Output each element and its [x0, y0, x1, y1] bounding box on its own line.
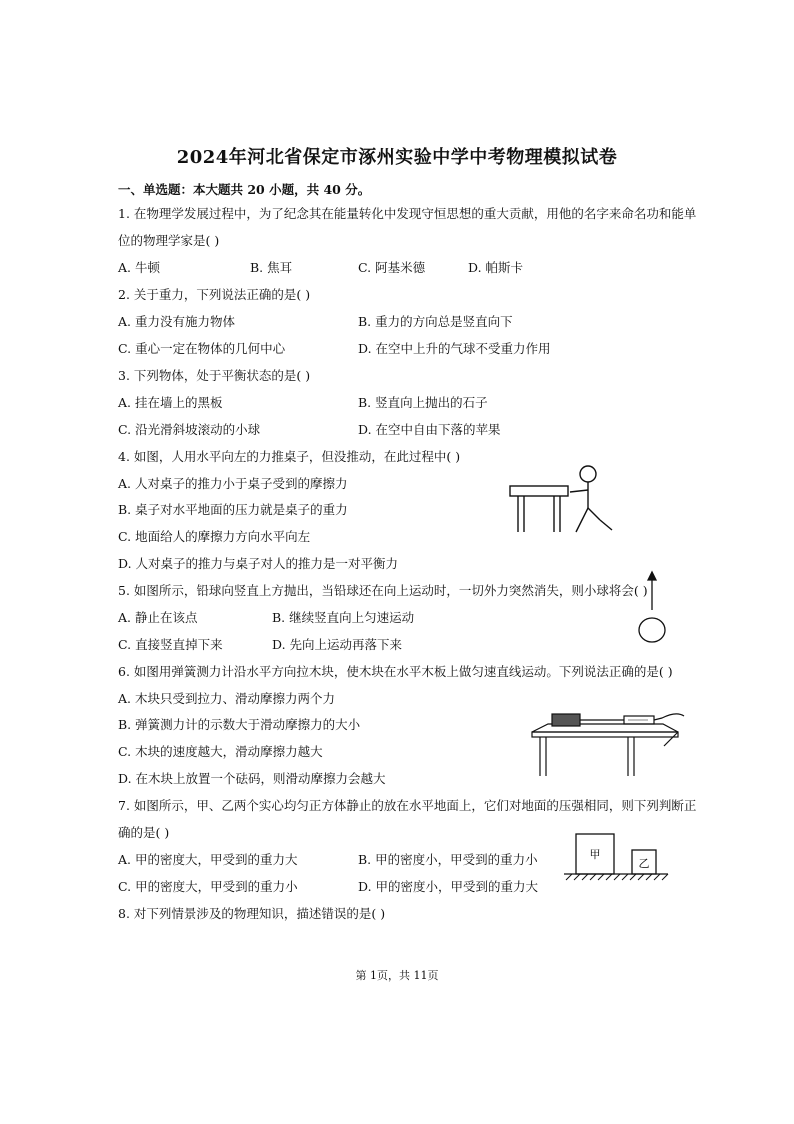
person-leg-right-lower — [600, 520, 612, 530]
question-8-stem: 8. 对下列情景涉及的物理知识，描述错误的是( ) — [118, 906, 386, 921]
question-4-option-c: C. 地面给人的摩擦力方向水平向左 — [118, 529, 311, 544]
question-4-figure — [508, 462, 618, 534]
person-leg-right — [588, 508, 600, 520]
question-7-option-b: B. 甲的密度小，甲受到的重力小 — [358, 852, 538, 867]
person-arm — [570, 490, 588, 492]
question-3-stem: 3. 下列物体，处于平衡状态的是( ) — [118, 368, 311, 383]
question-6-option-c: C. 木块的速度越大，滑动摩擦力越大 — [118, 744, 323, 759]
question-3-option-d: D. 在空中自由下落的苹果 — [358, 422, 501, 437]
page-footer: 第 1页，共 11页 — [355, 969, 439, 982]
question-4-option-a: A. 人对桌子的推力小于桌子受到的摩擦力 — [118, 476, 348, 491]
question-7-option-c: C. 甲的密度大，甲受到的重力小 — [118, 879, 298, 894]
person-leg-left — [576, 508, 588, 532]
question-1-option-b: B. 焦耳 — [250, 260, 293, 275]
ground-hatching — [566, 874, 668, 880]
cube-jia-label: 甲 — [589, 848, 601, 861]
cube-yi-label: 乙 — [638, 857, 650, 870]
question-3-option-a: A. 挂在墙上的黑板 — [118, 395, 223, 410]
question-6-stem: 6. 如图用弹簧测力计沿水平方向拉木块，使木块在水平木板上做匀速直线运动。下列说法正确的是( ) — [118, 664, 673, 679]
question-7-figure — [562, 828, 672, 888]
question-1-option-a: A. 牛顿 — [118, 260, 160, 275]
question-5-option-b: B. 继续竖直向上匀速运动 — [272, 610, 415, 625]
question-5-option-c: C. 直接竖直掉下来 — [118, 637, 223, 652]
question-4-stem: 4. 如图，人用水平向左的力推桌子，但没推动，在此过程中( ) — [118, 449, 461, 464]
question-2-option-d: D. 在空中上升的气球不受重力作用 — [358, 341, 551, 356]
question-2-option-a: A. 重力没有施力物体 — [118, 314, 235, 329]
question-5-stem: 5. 如图所示，铅球向竖直上方抛出，当铅球还在向上运动时，一切外力突然消失，则小球将会( ) — [118, 583, 648, 598]
question-4-option-d: D. 人对桌子的推力与桌子对人的推力是一对平衡力 — [118, 556, 399, 571]
question-1-option-d: D. 帕斯卡 — [468, 260, 524, 275]
question-2-stem: 2. 关于重力，下列说法正确的是( ) — [118, 287, 311, 302]
question-5-figure — [636, 570, 668, 646]
question-4-option-b: B. 桌子对水平地面的压力就是桌子的重力 — [118, 502, 348, 517]
question-1-stem-line1: 1. 在物理学发展过程中，为了纪念其在能量转化中发现守恒思想的重大贡献，用他的名字来命名功和能单 — [118, 206, 697, 221]
question-2-option-c: C. 重心一定在物体的几何中心 — [118, 341, 286, 356]
section-heading: 一、单选题：本大题共 20 小题，共 40 分。 — [118, 182, 371, 197]
question-3-option-c: C. 沿光滑斜坡滚动的小球 — [118, 422, 261, 437]
table-top — [510, 486, 568, 496]
shot-put-ball — [639, 618, 665, 642]
question-6-option-d: D. 在木块上放置一个砝码，则滑动摩擦力会越大 — [118, 771, 386, 786]
board-edge — [664, 732, 678, 746]
wooden-board — [532, 732, 678, 737]
hand — [654, 714, 684, 720]
person-head — [580, 466, 596, 482]
question-7-option-a: A. 甲的密度大，甲受到的重力大 — [118, 852, 298, 867]
page-title: 2024年河北省保定市涿州实验中学中考物理模拟试卷 — [176, 147, 618, 168]
question-2-option-b: B. 重力的方向总是竖直向下 — [358, 314, 513, 329]
question-1-stem-line2: 位的物理学家是( ) — [118, 233, 220, 248]
question-1-option-c: C. 阿基米德 — [358, 260, 426, 275]
question-7-stem-line1: 7. 如图所示，甲、乙两个实心均匀正方体静止的放在水平地面上，它们对地面的压强相同，则下列判断正 — [118, 798, 697, 813]
question-5-option-d: D. 先向上运动再落下来 — [272, 637, 403, 652]
wooden-block — [552, 714, 580, 726]
question-6-option-a: A. 木块只受到拉力、滑动摩擦力两个力 — [118, 691, 335, 706]
question-5-option-a: A. 静止在该点 — [118, 610, 198, 625]
question-6-option-b: B. 弹簧测力计的示数大于滑动摩擦力的大小 — [118, 717, 361, 732]
question-7-option-d: D. 甲的密度小，甲受到的重力大 — [358, 879, 539, 894]
question-7-stem-line2: 确的是( ) — [118, 825, 170, 840]
question-6-figure — [528, 702, 688, 778]
question-3-option-b: B. 竖直向上抛出的石子 — [358, 395, 488, 410]
arrow-head-icon — [648, 572, 656, 580]
